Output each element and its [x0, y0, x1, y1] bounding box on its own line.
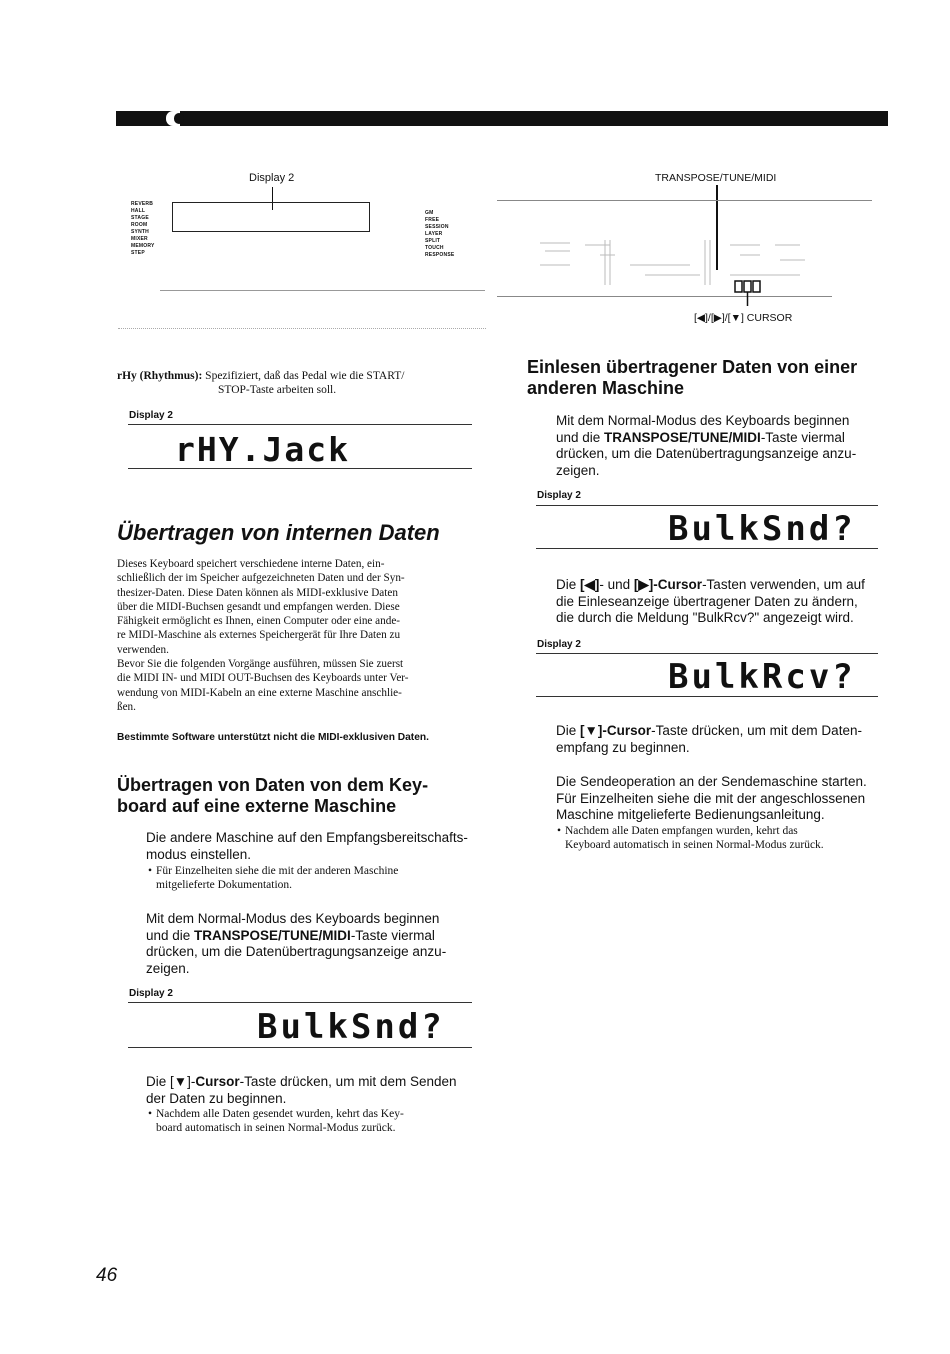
send-step-1 [146, 830, 491, 863]
note-line: mitgelieferte Dokumentation. [156, 879, 293, 891]
indicator-label: HALL [131, 208, 146, 214]
receive-step-1 [556, 413, 901, 479]
intro-line: re MIDI-Maschine als externes Speichergerät für Ihre Daten zu [117, 629, 401, 642]
software-note: Bestimmte Software unterstützt nicht die MIDI-exklusiven Daten. [117, 732, 429, 743]
cursor-keys-icon [733, 278, 763, 308]
cursor-key-name: Cursor [195, 1074, 240, 1089]
step-text: -Tasten verwenden, um auf [702, 577, 865, 592]
note-line: Keyboard automatisch in seinen Normal-Modus zurück. [565, 839, 824, 851]
page-number: 46 [96, 1265, 118, 1286]
cursor-label: [◀]/[▶]/[▼] CURSOR [694, 312, 793, 324]
step-text: Die [556, 577, 581, 592]
intro-line: Bevor Sie die folgenden Vorgänge ausführen, müssen Sie zuerst [117, 658, 404, 671]
note-line: Nachdem alle Daten empfangen wurden, kehrt das [565, 825, 798, 837]
step-line: zeigen. [556, 462, 600, 478]
lcd-display-bulksnd: BulkSnd? [257, 1007, 445, 1047]
intro-line: wendung von MIDI-Kabeln an eine externe Maschine anschlie- [117, 686, 402, 699]
right-section-title [527, 357, 857, 399]
display-rule-bottom [128, 1047, 472, 1048]
panel-buttons-drawing [500, 215, 830, 293]
panel-lcd-window [172, 202, 370, 232]
subsection-title-line1: Übertragen von Daten von dem Key- [117, 775, 429, 795]
indicator-label: ROOM [131, 222, 148, 228]
down-cursor-key: [▼]-Cursor [580, 723, 652, 738]
right-cursor-key: [▶]-Cursor [633, 577, 703, 592]
step-text: und die [556, 429, 605, 445]
receive-step-3 [556, 723, 901, 756]
transpose-button-name: TRANSPOSE/TUNE/MIDI [604, 429, 761, 445]
diagram-display2-label: Display 2 [249, 172, 295, 184]
step-line: Die Sendeoperation an der Sendemaschine starten. [556, 774, 867, 789]
step-text: -Taste viermal [350, 927, 435, 943]
display-rule-top [128, 1002, 472, 1003]
indicator-label: REVERB [131, 201, 154, 207]
panel-right-bottom-edge [497, 296, 832, 297]
display-rule-top [536, 505, 878, 506]
display-rule-top [536, 653, 878, 654]
note-line: Für Einzelheiten siehe die mit der anderen Maschine [156, 865, 399, 877]
step-line: Mit dem Normal-Modus des Keyboards beginnen [556, 413, 850, 428]
step-text: -Taste drücken, um mit dem Daten- [651, 723, 862, 738]
step-line: modus einstellen. [146, 846, 252, 862]
note-line: Nachdem alle Daten gesendet wurden, kehrt das Key- [156, 1108, 404, 1120]
receive-step-4 [556, 774, 901, 824]
step-line: die durch die Meldung "BulkRcv?" angezeigt wird. [556, 610, 854, 625]
display-rule-top [128, 424, 472, 425]
right-indicator-stack [425, 210, 454, 259]
dotted-divider [118, 328, 486, 329]
lcd-display-bulksnd: BulkSnd? [668, 509, 856, 549]
indicator-label: GM [425, 210, 434, 216]
transpose-button-name: TRANSPOSE/TUNE/MIDI [194, 927, 351, 943]
send-step-3 [146, 1074, 491, 1107]
step-line: die Einleseanzeige übertragener Daten zu ändern, [556, 593, 858, 609]
right-title-line2: anderen Maschine [527, 378, 685, 398]
panel-right-top-edge [497, 200, 872, 201]
indicator-label: MIXER [131, 236, 148, 242]
step-line: Die andere Maschine auf den Empfangsbereitschafts- [146, 830, 468, 845]
step-text: und die [146, 927, 195, 943]
step-line: Mit dem Normal-Modus des Keyboards beginnen [146, 911, 440, 926]
intro-line: schließlich der im Speicher aufgezeichneten Daten und der Syn- [117, 572, 405, 585]
intro-line: über die MIDI-Buchsen gesandt und empfangen werden. Diese [117, 600, 400, 613]
indicator-label: STAGE [131, 215, 149, 221]
send-step-1-note: • Für Einzelheiten siehe die mit der anderen Maschine mitgelieferte Dokumentation. [148, 864, 493, 892]
step-line: Für Einzelheiten siehe die mit der angeschlossenen [556, 790, 866, 806]
rhy-term: rHy (Rhythmus): [117, 370, 203, 382]
indicator-label: RESPONSE [425, 252, 455, 258]
intro-line: thesizer-Daten. Diese Daten können als MIDI-exklusive Daten [117, 586, 398, 599]
rhy-definition [117, 369, 487, 383]
display-label: Display 2 [129, 988, 173, 999]
indicator-label: MEMORY [131, 243, 155, 249]
indicator-label: SESSION [425, 224, 449, 230]
left-indicator-stack [131, 201, 155, 257]
left-cursor-key: [◀] [580, 577, 600, 592]
lcd-display-bulkrcv: BulkRcv? [668, 657, 856, 697]
indicator-label: FREE [425, 217, 440, 223]
step-text: Die [▼]- [146, 1074, 196, 1089]
header-bar-notch-dot [174, 113, 184, 124]
rhy-desc-line2: STOP-Taste arbeiten soll. [218, 384, 337, 396]
step-line: zeigen. [146, 960, 190, 976]
step-text: -Taste drücken, um mit dem Senden [239, 1074, 457, 1089]
indicator-label: SPLIT [425, 238, 441, 244]
display-label: Display 2 [129, 410, 173, 421]
rhy-desc-line1: Spezifiziert, daß das Pedal wie die START/ [205, 370, 405, 382]
display-label: Display 2 [537, 639, 581, 650]
indicator-label: SYNTH [131, 229, 149, 235]
display-rule-bottom [536, 548, 878, 549]
intro-line: verwenden. [117, 643, 169, 656]
send-step-3-note: • Nachdem alle Daten gesendet wurden, kehrt das Key- board automatisch in seinen Normal-Modus zurück. [148, 1107, 493, 1135]
intro-paragraph [117, 557, 487, 714]
transpose-label: TRANSPOSE/TUNE/MIDI [655, 172, 777, 184]
intro-line: die MIDI IN- und MIDI OUT-Buchsen des Keyboards unter Ver- [117, 672, 409, 685]
receive-step-2 [556, 577, 901, 627]
step-line: drücken, um die Datenübertragungsanzeige anzu- [146, 944, 447, 959]
intro-line: ßen. [117, 700, 136, 713]
step-line: Maschine mitgelieferte Bedienungsanleitung. [556, 807, 825, 822]
step-text: Die [556, 723, 581, 738]
note-line: board automatisch in seinen Normal-Modus zurück. [156, 1122, 396, 1134]
send-step-2 [146, 911, 491, 977]
indicator-label: TOUCH [425, 245, 444, 251]
panel-bottom-edge [160, 290, 485, 291]
intro-line: Dieses Keyboard speichert verschiedene interne Daten, ein- [117, 558, 385, 570]
header-bar [116, 111, 888, 126]
step-text: -Taste viermal [760, 429, 845, 445]
subsection-title [117, 775, 428, 817]
step-line: der Daten zu beginnen. [146, 1090, 287, 1106]
step-text: - und [599, 577, 634, 592]
intro-line: Fähigkeit ermöglicht es Ihnen, einen Computer oder eine ande- [117, 615, 401, 628]
right-title-line1: Einlesen übertragener Daten von einer [527, 357, 858, 377]
section-title-internal-data: Übertragen von internen Daten [117, 520, 440, 545]
step-line: empfang zu beginnen. [556, 739, 690, 755]
display-label: Display 2 [537, 490, 581, 501]
indicator-label: LAYER [425, 231, 443, 237]
display-rule-bottom [128, 468, 472, 469]
lcd-display-rhy-jack: rHY.Jack [175, 430, 350, 469]
display-rule-bottom [536, 696, 878, 697]
step-line: drücken, um die Datenübertragungsanzeige anzu- [556, 446, 857, 461]
indicator-label: STEP [131, 250, 145, 256]
subsection-title-line2: board auf eine externe Maschine [117, 796, 397, 816]
receive-step-4-note: • Nachdem alle Daten empfangen wurden, kehrt das Keyboard automatisch in seinen Normal-Modus zurück. [557, 824, 902, 852]
